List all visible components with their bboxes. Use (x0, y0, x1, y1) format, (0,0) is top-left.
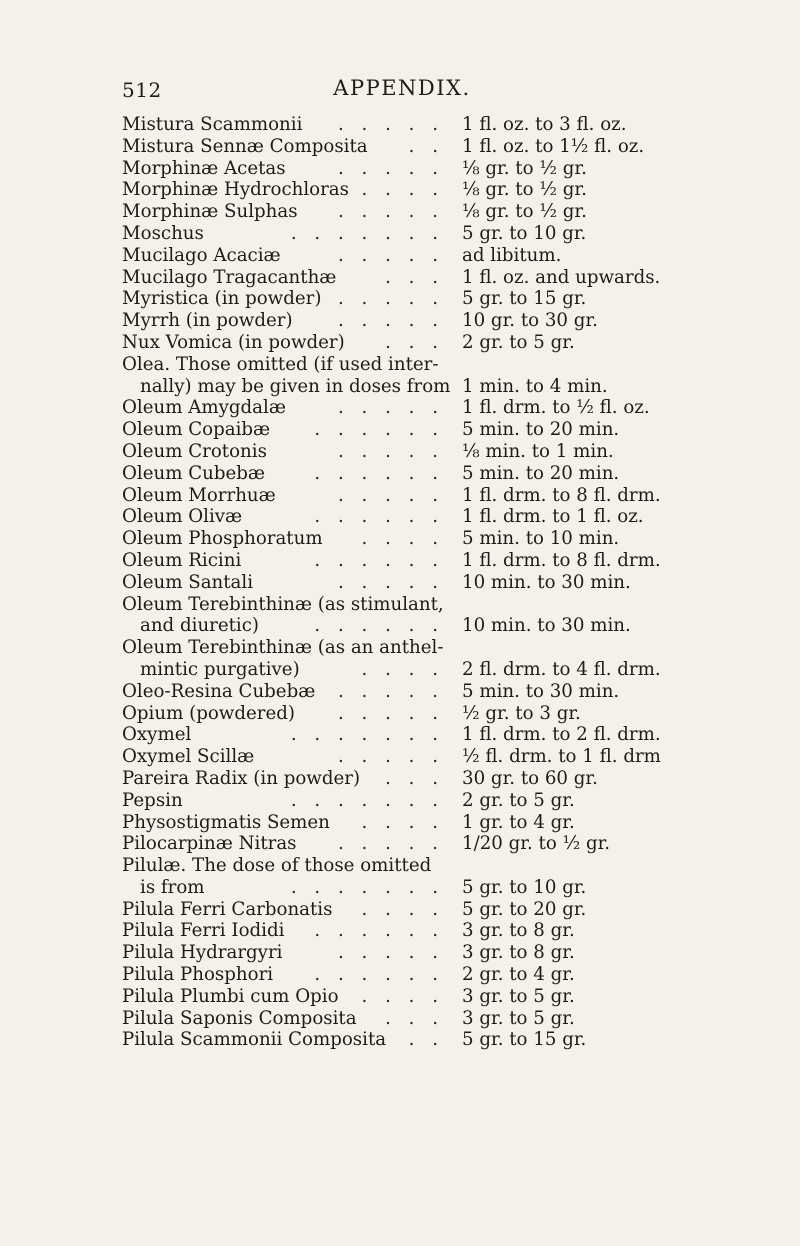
page-number: 512 (122, 78, 162, 102)
drug-name: Olea. Those omitted (if used inter- (122, 353, 439, 375)
dosage-entry (122, 899, 762, 921)
dot-leaders: . . . . . . (314, 549, 444, 571)
drug-name: Pilulæ. The dose of those omitted (122, 855, 432, 877)
dosage-entry (122, 485, 762, 507)
dosage-entry (122, 419, 762, 441)
dose-range: 1 fl. oz. to 3 fl. oz. (462, 114, 627, 135)
dot-leaders: . . (408, 1029, 444, 1051)
dosage-entry (122, 310, 762, 332)
dosage-entry (122, 158, 762, 180)
dosage-entry (122, 790, 762, 812)
drug-name: Pilula Saponis Composita (122, 1007, 357, 1029)
drug-name: and diuretic) (140, 615, 260, 637)
drug-name: Myristica (in powder) (122, 288, 322, 310)
dosage-entry (122, 833, 762, 855)
dosage-entry (122, 136, 762, 158)
dot-leaders: . . . . . (337, 680, 444, 702)
dosage-entry (122, 637, 762, 659)
dosage-entry (122, 724, 762, 746)
drug-name: Pilula Ferri Carbonatis (122, 898, 333, 920)
dose-range: 5 gr. to 10 gr. (462, 222, 587, 244)
dosage-entry (122, 463, 762, 485)
dose-range: 3 gr. to 5 gr. (462, 1007, 575, 1029)
dosage-entry (122, 572, 762, 594)
dot-leaders: . . . . . . (314, 920, 444, 942)
dosage-entry (122, 986, 762, 1008)
dose-range: 5 min. to 20 min. (462, 419, 620, 441)
drug-name: Pilula Phosphori (122, 964, 274, 986)
dot-leaders: . . . . . (337, 310, 444, 332)
dosage-entry (122, 681, 762, 703)
dose-range: ⅛ gr. to ½ gr. (462, 179, 587, 201)
drug-name: Oleum Morrhuæ (122, 484, 276, 506)
dose-range: 10 min. to 30 min. (462, 615, 631, 637)
dot-leaders: . . . . . (337, 440, 444, 462)
dosage-entry (122, 245, 762, 267)
drug-name: Morphinæ Acetas (122, 157, 286, 179)
dot-leaders: . . . . . . (314, 462, 444, 484)
dot-leaders: . . . . (361, 658, 444, 680)
dose-range: 1 fl. drm. to 8 fl. drm. (462, 549, 661, 571)
drug-name: Morphinæ Sulphas (122, 201, 298, 223)
dosage-entry (122, 114, 762, 136)
drug-name: Oleo-Resina Cubebæ (122, 680, 316, 702)
dot-leaders: . . . (385, 1007, 444, 1029)
dot-leaders: . . . . . (337, 397, 444, 419)
dosage-entry (122, 179, 762, 201)
drug-name: Oleum Crotonis (122, 440, 267, 462)
dose-range: 3 gr. to 5 gr. (462, 985, 575, 1007)
drug-name: Mucilago Tragacanthæ (122, 266, 337, 288)
dot-leaders: . . . . . . . (290, 222, 444, 244)
drug-name: is from (140, 876, 205, 898)
dosage-entry (122, 703, 762, 725)
drug-name: Pilula Ferri Iodidi (122, 920, 285, 942)
dosage-entry (122, 746, 762, 768)
dot-leaders: . . . (385, 266, 444, 288)
drug-name: Oleum Terebinthinæ (as stimulant, (122, 593, 444, 615)
dosage-entry (122, 920, 762, 942)
dose-range: 1 fl. oz. and upwards. (462, 266, 661, 288)
dosage-entry (122, 267, 762, 289)
drug-name: Oleum Cubebæ (122, 462, 266, 484)
dot-leaders: . . . . . . (314, 419, 444, 441)
dosage-entry (122, 1029, 762, 1051)
dosage-entry (122, 1008, 762, 1030)
dosage-entry (122, 288, 762, 310)
dose-range: 3 gr. to 8 gr. (462, 942, 575, 964)
drug-name: Pareira Radix (in powder) (122, 767, 361, 789)
dot-leaders: . . . . . . . (290, 876, 444, 898)
page-header (122, 76, 682, 106)
dose-range: 1/20 gr. to ½ gr. (462, 833, 611, 855)
dosage-entry (122, 855, 762, 877)
drug-name: Oleum Ricini (122, 549, 242, 571)
dosage-entry (122, 594, 762, 616)
dosage-entry (122, 768, 762, 790)
dosage-entry (122, 332, 762, 354)
drug-name: Myrrh (in powder) (122, 310, 293, 332)
drug-name: Oleum Amygdalæ (122, 397, 286, 419)
dose-range: 5 gr. to 15 gr. (462, 288, 587, 310)
dot-leaders: . . . . (361, 528, 444, 550)
dose-range: 2 gr. to 4 gr. (462, 964, 575, 986)
dot-leaders: . . . . . . . (290, 724, 444, 746)
running-head: APPENDIX. (333, 76, 471, 100)
drug-name: Physostigmatis Semen (122, 811, 330, 833)
dose-range: 5 gr. to 10 gr. (462, 876, 587, 898)
drug-name: Oleum Santali (122, 571, 254, 593)
dosage-entry (122, 615, 762, 637)
dose-range: 2 gr. to 5 gr. (462, 789, 575, 811)
dose-range: 2 fl. drm. to 4 fl. drm. (462, 658, 661, 680)
dose-range: ½ gr. to 3 gr. (462, 702, 581, 724)
dot-leaders: . . . . . (337, 114, 444, 135)
dose-range: 5 gr. to 15 gr. (462, 1029, 587, 1051)
dot-leaders: . . . . . (337, 942, 444, 964)
dosage-entry (122, 201, 762, 223)
drug-name: Oleum Terebinthinæ (as an anthel- (122, 637, 444, 659)
dosage-entry (122, 812, 762, 834)
dot-leaders: . . . (385, 767, 444, 789)
dosage-entry (122, 659, 762, 681)
dose-range: 2 gr. to 5 gr. (462, 331, 575, 353)
dot-leaders: . . . . . (337, 201, 444, 223)
drug-name: Opium (powdered) (122, 702, 295, 724)
dot-leaders: . . . . . (337, 484, 444, 506)
dosage-entry (122, 354, 762, 376)
drug-name: Mistura Scammonii (122, 114, 303, 135)
dose-range: 1 fl. drm. to 2 fl. drm. (462, 724, 661, 746)
dosage-entry (122, 528, 762, 550)
drug-name: Moschus (122, 222, 204, 244)
dot-leaders: . . . . . (337, 746, 444, 768)
drug-name: nally) may be given in doses from (140, 375, 451, 397)
dot-leaders: . . . . . (337, 244, 444, 266)
dot-leaders: . . . . (361, 898, 444, 920)
dot-leaders: . . . . . (337, 571, 444, 593)
dose-range: 1 fl. drm. to 1 fl. oz. (462, 506, 644, 528)
dosage-entry (122, 376, 762, 398)
drug-name: Pilula Scammonii Composita (122, 1029, 387, 1051)
dose-range: 1 fl. drm. to 8 fl. drm. (462, 484, 661, 506)
dosage-entry (122, 397, 762, 419)
dose-range: ⅛ gr. to ½ gr. (462, 201, 587, 223)
dosage-table (122, 114, 762, 1051)
dose-range: 1 min. to 4 min. (462, 375, 608, 397)
drug-name: Pepsin (122, 789, 183, 811)
dose-range: ⅛ gr. to ½ gr. (462, 157, 587, 179)
dosage-entry (122, 550, 762, 572)
drug-name: mintic purgative) (140, 658, 300, 680)
dosage-entry (122, 964, 762, 986)
drug-name: Oxymel (122, 724, 192, 746)
dose-range: 10 min. to 30 min. (462, 571, 631, 593)
dot-leaders: . . . (385, 331, 444, 353)
dose-range: 1 gr. to 4 gr. (462, 811, 575, 833)
dose-range: ⅛ min. to 1 min. (462, 440, 614, 462)
dot-leaders: . . . . . . (314, 615, 444, 637)
dosage-entry (122, 877, 762, 899)
drug-name: Mistura Sennæ Composita (122, 135, 368, 157)
dot-leaders: . . . . . (337, 157, 444, 179)
drug-name: Morphinæ Hydrochloras (122, 179, 349, 201)
drug-name: Pilula Hydrargyri (122, 942, 283, 964)
dot-leaders: . . . . . . (314, 506, 444, 528)
dose-range: 3 gr. to 8 gr. (462, 920, 575, 942)
dose-range: ½ fl. drm. to 1 fl. drm (462, 746, 661, 768)
drug-name: Oleum Copaibæ (122, 419, 271, 441)
drug-name: Oleum Phosphoratum (122, 528, 323, 550)
drug-name: Pilocarpinæ Nitras (122, 833, 297, 855)
dot-leaders: . . . . . . (314, 964, 444, 986)
dose-range: ad libitum. (462, 244, 562, 266)
dosage-entry (122, 441, 762, 463)
dosage-entry (122, 223, 762, 245)
dot-leaders: . . . . . (337, 288, 444, 310)
dot-leaders: . . . . . (337, 833, 444, 855)
dot-leaders: . . . . (361, 985, 444, 1007)
dot-leaders: . . . . (361, 179, 444, 201)
drug-name: Pilula Plumbi cum Opio (122, 985, 339, 1007)
dose-range: 5 gr. to 20 gr. (462, 898, 587, 920)
drug-name: Oxymel Scillæ (122, 746, 255, 768)
dose-range: 5 min. to 20 min. (462, 462, 620, 484)
dose-range: 1 fl. drm. to ½ fl. oz. (462, 397, 650, 419)
dosage-entry (122, 942, 762, 964)
dot-leaders: . . . . . . . (290, 789, 444, 811)
dot-leaders: . . (408, 135, 444, 157)
dose-range: 5 min. to 30 min. (462, 680, 620, 702)
drug-name: Mucilago Acaciæ (122, 244, 281, 266)
drug-name: Oleum Olivæ (122, 506, 243, 528)
dose-range: 30 gr. to 60 gr. (462, 767, 598, 789)
dose-range: 10 gr. to 30 gr. (462, 310, 598, 332)
dose-range: 1 fl. oz. to 1½ fl. oz. (462, 135, 645, 157)
dot-leaders: . . . . . (337, 702, 444, 724)
drug-name: Nux Vomica (in powder) (122, 331, 345, 353)
dosage-entry (122, 506, 762, 528)
dot-leaders: . . . . (361, 811, 444, 833)
dose-range: 5 min. to 10 min. (462, 528, 620, 550)
